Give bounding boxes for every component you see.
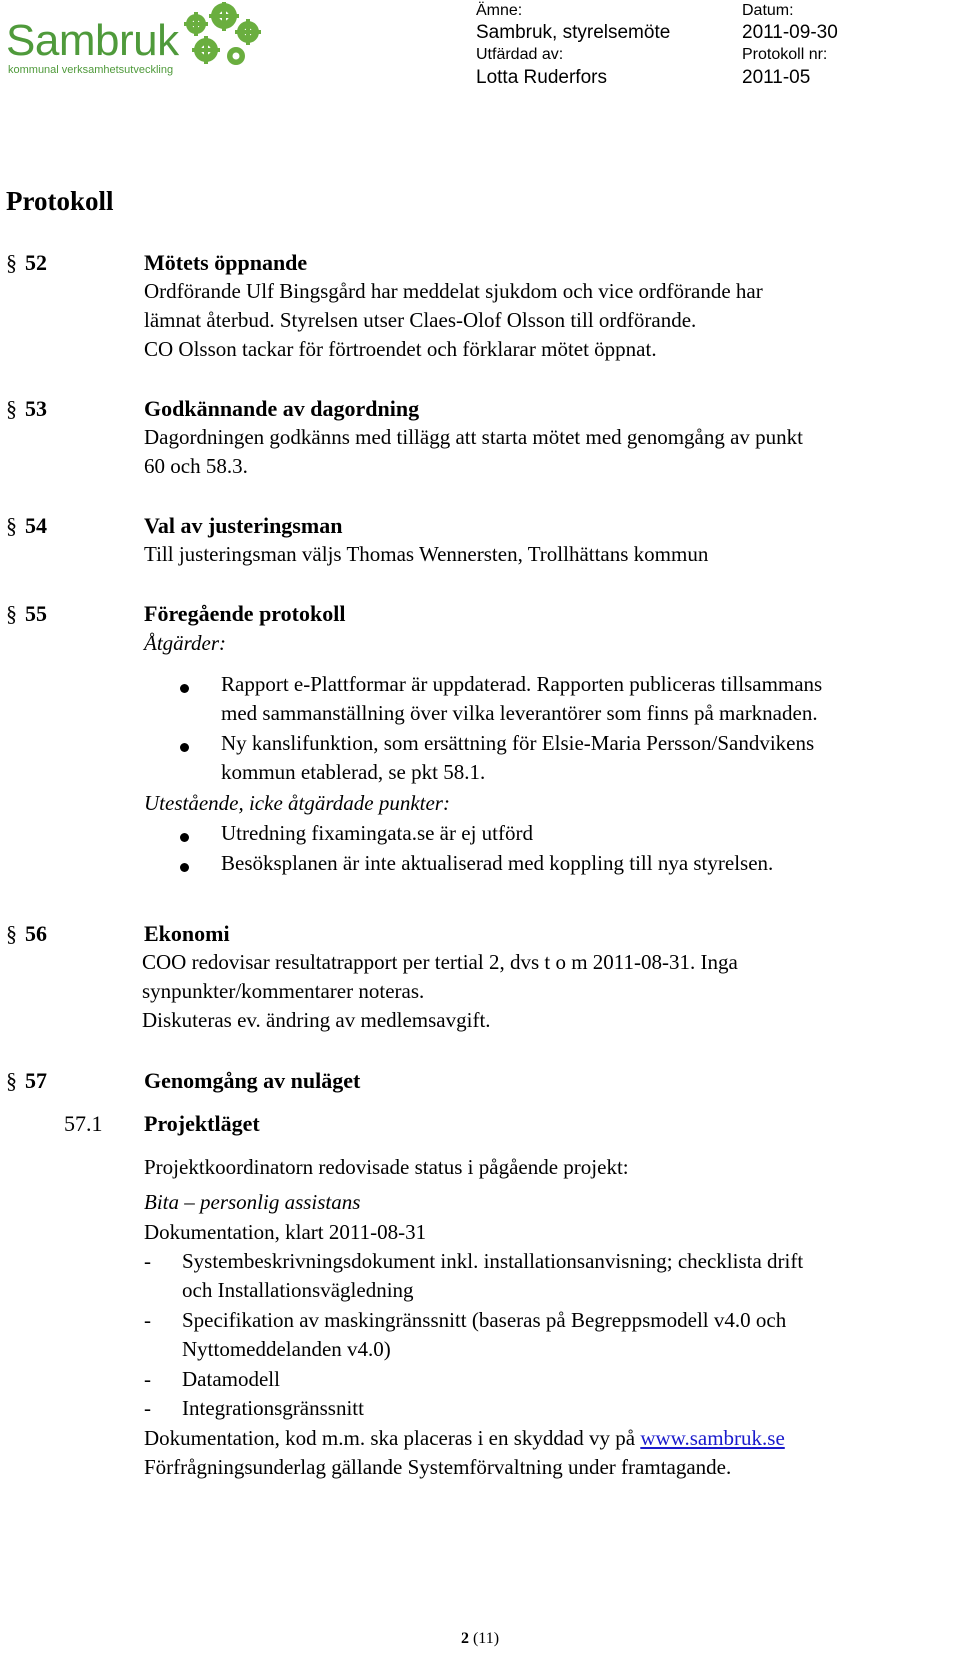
list-item: Integrationsgränssnitt [182, 1396, 364, 1420]
section-number: § 55 [6, 601, 47, 626]
list-item: och Installationsvägledning [182, 1278, 414, 1302]
dash-icon: - [144, 1249, 151, 1273]
gears-icon [176, 2, 266, 72]
subject-value: Sambruk, styrelsemöte [476, 22, 671, 43]
section-heading: Godkännande av dagordning [144, 396, 420, 421]
list-item: Nyttomeddelanden v4.0) [182, 1337, 391, 1361]
subsection-heading: Projektläget [144, 1111, 260, 1136]
section-text: Ordförande Ulf Bingsgård har meddelat sjukdom och vice ordförande har [144, 279, 763, 303]
section-number: § 54 [6, 513, 47, 538]
sambruk-link[interactable]: www.sambruk.se [640, 1426, 785, 1450]
issuer-value: Lotta Ruderfors [476, 67, 607, 88]
list-item: med sammanställning över vilka leverantörer som finns på marknaden. [221, 701, 818, 725]
date-label: Datum: [742, 2, 794, 19]
list-item: Besöksplanen är inte aktualiserad med koppling till nya styrelsen. [221, 851, 774, 875]
outstanding-label: Utestående, icke åtgärdade punkter: [144, 791, 450, 815]
page-title: Protokoll [6, 186, 114, 216]
sambruk-logo [4, 0, 264, 80]
list-item: Ny kanslifunktion, som ersättning för Elsie-Maria Persson/Sandvikens [221, 731, 815, 755]
section-text: Projektkoordinatorn redovisade status i pågående projekt: [144, 1155, 629, 1179]
list-item: kommun etablerad, se pkt 58.1. [221, 760, 486, 784]
section-sign: § [6, 1068, 17, 1093]
section-number: § 52 [6, 250, 47, 275]
section-text: CO Olsson tackar för förtroendet och förklarar mötet öppnat. [144, 337, 657, 361]
list-item: Specifikation av maskingränssnitt (baseras på Begreppsmodell v4.0 och [182, 1308, 787, 1332]
subject-label: Ämne: [476, 2, 523, 19]
section-number: § 56 [6, 921, 47, 946]
bullet-icon [180, 863, 189, 872]
section-text: Diskuteras ev. ändring av medlemsavgift. [142, 1008, 491, 1032]
section-number: § 57 [6, 1068, 47, 1093]
list-item: Systembeskrivningsdokument inkl. installationsanvisning; checklista drift [182, 1249, 804, 1273]
list-item: Datamodell [182, 1367, 280, 1391]
section-sign: § [6, 601, 17, 626]
logo-tagline: kommunal verksamhetsutveckling [8, 64, 174, 76]
section-sign: § [6, 250, 17, 275]
section-sign: § [6, 396, 17, 421]
bullet-icon [180, 743, 189, 752]
date-value: 2011-09-30 [742, 22, 838, 43]
section-sign: § [6, 921, 17, 946]
protocol-no-label: Protokoll nr: [742, 46, 828, 63]
dash-icon: - [144, 1367, 151, 1391]
section-number: § 53 [6, 396, 47, 421]
bullet-icon [180, 684, 189, 693]
section-heading: Ekonomi [144, 921, 230, 946]
dash-icon: - [144, 1396, 151, 1420]
issuer-label: Utfärdad av: [476, 46, 564, 63]
page-number: 2 (11) [460, 1630, 500, 1647]
section-text: lämnat återbud. Styrelsen utser Claes-Olof Olsson till ordförande. [144, 308, 697, 332]
section-text: COO redovisar resultatrapport per tertial 2, dvs t o m 2011-08-31. Inga [142, 950, 738, 974]
section-heading: Val av justeringsman [144, 513, 343, 538]
section-heading: Mötets öppnande [144, 250, 308, 275]
bullet-icon [180, 833, 189, 842]
project-name: Bita – personlig assistans [144, 1190, 361, 1214]
section-text: 60 och 58.3. [144, 454, 248, 478]
protocol-no-value: 2011-05 [742, 67, 811, 88]
section-text: Dagordningen godkänns med tillägg att starta mötet med genomgång av punkt [144, 425, 804, 449]
section-text: Till justeringsman väljs Thomas Wennersten, Trollhättans kommun [144, 542, 709, 566]
subsection-number: 57.1 [64, 1111, 103, 1136]
section-heading: Föregående protokoll [144, 601, 346, 626]
logo-wordmark: Sambruk [6, 16, 179, 65]
section-sign: § [6, 513, 17, 538]
section-text: synpunkter/kommentarer noteras. [142, 979, 425, 1003]
section-text: Dokumentation, klart 2011-08-31 [144, 1220, 427, 1244]
list-item: Rapport e-Plattformar är uppdaterad. Rapporten publiceras tillsammans [221, 672, 823, 696]
section-text: Dokumentation, kod m.m. ska placeras i en skyddad vy på www.sambruk.se [144, 1426, 785, 1450]
list-item: Utredning fixamingata.se är ej utförd [221, 821, 533, 845]
dash-icon: - [144, 1308, 151, 1332]
section-text: Förfrågningsunderlag gällande Systemförvaltning under framtagande. [144, 1455, 732, 1479]
section-heading: Genomgång av nuläget [144, 1068, 361, 1093]
actions-label: Åtgärder: [144, 631, 227, 655]
